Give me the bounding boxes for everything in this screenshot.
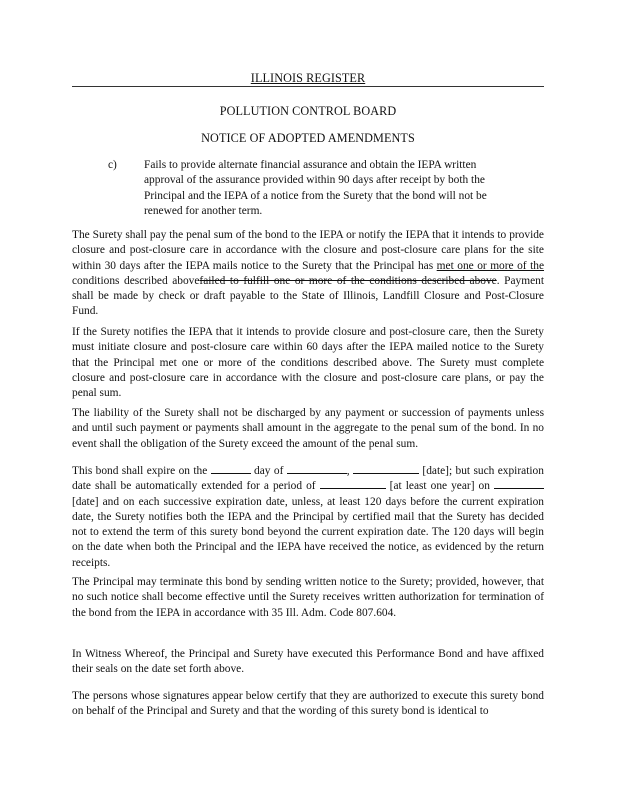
signature-certification-paragraph: The persons whose signatures appear below certify that they are authorized to execute this surety bond on behalf of the Principal and Surety and that the wording of this surety bond is identical to	[72, 690, 544, 718]
expiration-text-3: ,	[346, 465, 350, 477]
termination-paragraph: The Principal may terminate this bond by sending written notice to the Surety; provided, however, that no such notice shall become effective until the Surety receives written authorization for termination of the bond from the IEPA in accordance with 35 Ill. Adm. Code 807.604.	[72, 576, 544, 619]
liability-paragraph: The liability of the Surety shall not be discharged by any payment or succession of payments unless and until such payment or payments shall amount in the aggregate to the penal sum of the bond. In no event shall the obligation of the Surety exceed the amount of the penal sum.	[72, 407, 544, 450]
payment-paragraph	[72, 228, 544, 320]
payment-text-3: . Payment shall be made by check or draft payable to the State of Illinois, Landfill Closure and Post-Closure Fund.	[72, 274, 545, 318]
notice-title: NOTICE OF ADOPTED AMENDMENTS	[201, 131, 415, 145]
deleted-text: failed to fulfill one or more of the conditions described above	[199, 274, 497, 287]
board-title: POLLUTION CONTROL BOARD	[219, 104, 397, 118]
item-text: Fails to provide alternate financial assurance and obtain the IEPA written approval of the assurance provided within 90 days after receipt by both the Principal and the IEPA of a notice from the Surety that the bond will not be renewed for another term.	[144, 159, 487, 217]
month-blank	[287, 464, 347, 474]
renewal-date-blank	[494, 479, 544, 489]
witness-paragraph: In Witness Whereof, the Principal and Surety have executed this Performance Bond and have affixed their seals on the date set forth above.	[72, 648, 544, 676]
condition-item-c	[72, 158, 544, 219]
payment-text-2: conditions described above	[72, 274, 200, 287]
expiration-text-4: [date]; but such expiration date shall be automatically extended for a period of	[72, 465, 544, 493]
expiration-text-2: day of	[254, 465, 284, 477]
closure-care-paragraph: If the Surety notifies the IEPA that it intends to provide closure and post-closure care, then the Surety must initiate closure and post-closure care within 60 days after the IEPA mailed notice to the Surety that the Principal met one or more of the conditions described above. The Surety must complete closure and post-closure care in accordance with the closure and post-closure care plans, or pay the penal sum.	[72, 326, 544, 400]
header-rule	[72, 86, 544, 87]
year-blank	[353, 464, 419, 474]
payment-text-1: The Surety shall pay the penal sum of the bond to the IEPA or notify the IEPA that it intends to provide closure and post-closure care in accordance with the closure and post-closure care plans for the site within 30 days after the IEPA mails notice to the Surety that the Principal has	[72, 229, 544, 272]
inserted-text: met one or more of the	[436, 259, 545, 272]
period-blank	[320, 479, 386, 489]
expiration-text-6: [date] and on each successive expiration date, unless, at least 120 days before the current expiration date, the Surety notifies both the IEPA and the Principal by certified mail that the Surety has decided not to extend the term of this surety bond beyond the current expiration date. The 120 days will begin on the date when both the Principal and the IEPA have received the notice, as evidenced by the return receipts.	[72, 495, 544, 569]
expiration-text-1: This bond shall expire on the	[72, 465, 208, 477]
register-title: ILLINOIS REGISTER	[250, 71, 366, 85]
expiration-text-5: [at least one year] on	[389, 480, 490, 493]
expiration-paragraph	[72, 464, 544, 571]
item-marker: c)	[108, 159, 117, 171]
day-blank	[211, 464, 251, 474]
